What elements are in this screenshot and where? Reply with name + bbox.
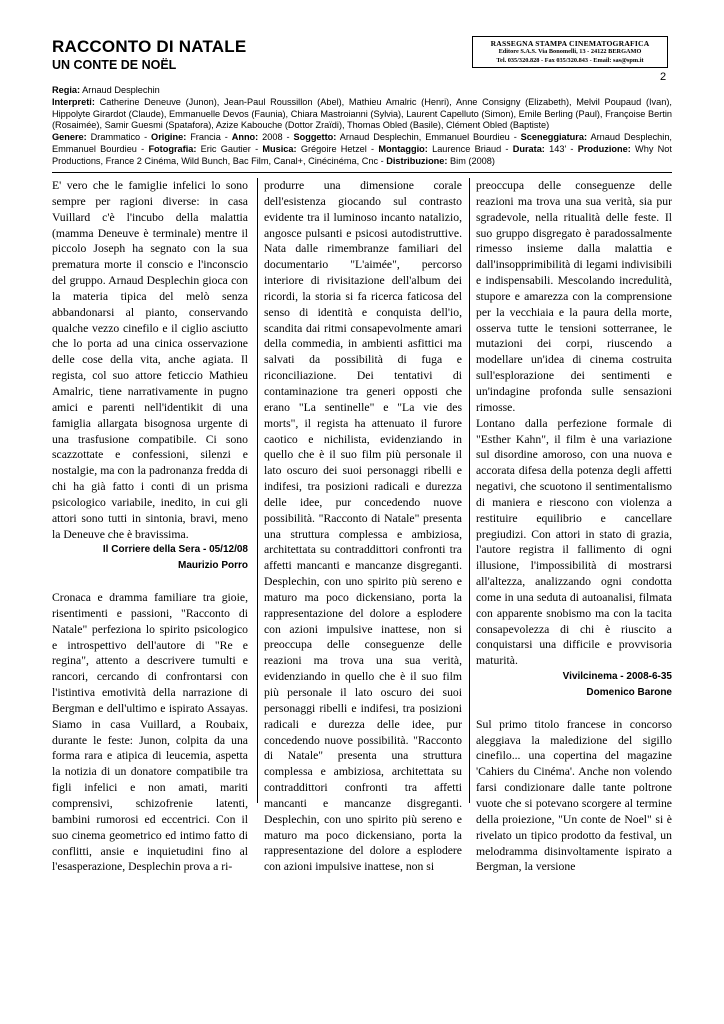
review-vivilcinema-source: Vivilcinema - 2008-6-35 <box>562 671 672 683</box>
label-origine: Origine: <box>151 132 187 143</box>
stamp-line-publication: RASSEGNA STAMPA CINEMATOGRAFICA <box>490 39 650 48</box>
review-second-text: Cronaca e dramma familiare tra gioie, risentimenti e passioni, "Racconto di Natale" perfeziona lo spirito psicologico e introspettivo dell'autore di "Re e regina", attento a descrivere tumulti e rancori, cercando di confrontarsi con l'istintiva emotività della narrazione di Bergman e dell'ultimo e ispirato Assayas. Siamo in casa Vuillard, a Roubaix, durante le feste: Junon, colpita da una forma rara e atipica di leucemia, aspetta la notizia di un donatore compatibile tra figli infelici e non amati, mariti comprensivi, schizofrenie latenti, bambini rumorosi ed eccentrici. Con il suo cinema geometrico ed intimo fatto di conflitti, ansie e inquietudini fino al l'esasperazione, Desplechin prova a ri- <box>52 591 248 874</box>
review-corriere-source: Il Corriere della Sera - 05/12/08 <box>102 544 248 556</box>
label-soggetto: Soggetto: <box>293 132 337 143</box>
column-divider-1 <box>257 178 258 803</box>
credits-interpreti <box>52 97 672 132</box>
label-montaggio: Montaggio: <box>378 143 428 154</box>
label-produzione: Produzione: <box>577 143 631 154</box>
value-montaggio: Laurence Briaud <box>432 143 502 154</box>
column-middle <box>264 178 462 875</box>
value-produzione: Why Not Productions, France 2 Cinéma, Wild Bunch, Bac Film, Canal+, Cinécinéma, Cnc <box>52 143 672 166</box>
review-vivilcinema-author: Domenico Barone <box>586 686 672 698</box>
value-distribuzione: Bim (2008) <box>450 155 495 166</box>
page-number: 2 <box>660 71 667 83</box>
label-distribuzione: Distribuzione: <box>386 155 448 166</box>
label-fotografia: Fotografia: <box>148 143 197 154</box>
value-sceneggiatura: Arnaud Desplechin, Emmanuel Bourdieu <box>52 132 672 154</box>
stamp-line-address: Editore S.A.S. Via Bonomelli, 13 - 24122 BERGAMO <box>498 48 642 55</box>
credits-details: Genere: Drammatico - Origine: Francia - Anno: 2008 - Soggetto: Arnaud Desplechin, Emmanuel Bourdieu - Sceneggiatura: Arnaud Desplechin, Emmanuel Bourdieu - Fotografia: Eric Gautier - Musica: Grégoire Hetzel - Montaggio: Laurence Briaud - Durata: 143' - Produzione: Why Not Productions, France 2 Cinéma, Wild Bunch, Bac Film, Canal+, Cinécinéma, Cnc - Distribuzione: Bim (2008) <box>52 132 672 166</box>
label-anno: Anno: <box>231 132 259 143</box>
publisher-stamp <box>472 36 668 68</box>
film-credits <box>52 85 672 168</box>
value-musica: Grégoire Hetzel <box>300 143 367 154</box>
value-interpreti: Catherine Deneuve (Junon), Jean-Paul Roussillon (Abel), Mathieu Amalric (Henri), Anne Consigny (Elizabeth), Melvil Poupaud (Ivan), Hippolyte Girardot (Claude), Emmanuelle Devos (Faunia), Chiara Mastroianni (Sylvia), Laurent Capelluto (Simon), Emile Berling (Paul), Françoise Bertin (Rosaimée), Samir Guesmi (Spatafora), Azize Kabouche (Dottor Zraïdi), Thomas Obled (Basile), Clément Obled (Baptiste) <box>52 96 672 131</box>
review-spacer <box>52 574 248 590</box>
value-soggetto: Arnaud Desplechin, Emmanuel Bourdieu <box>339 132 510 143</box>
review-second-end-paragraph: Lontano dalla perfezione formale di "Esther Kahn", il film è una variazione sul disordine amoroso, con una nuova e accorata difesa della potenza degli affetti negativi, che scuotono il sentimentalismo di maniera e riescono con violenza a restituire equilibrio e cancellare pregiudizi. Con attori in stato di grazia, l'autore registra il fallimento di ogni illusione, l'impossibilità di mostrarsi all'altezza, analizzando ogni condotta come in una seduta di autoanalisi, filmata con apparente snobismo ma con la tacita consapevolezza di chi è riuscito a conquistarsi una difficile e provvisoria maturità. <box>476 416 672 668</box>
value-origine: Francia <box>190 132 221 143</box>
label-sceneggiatura: Sceneggiatura: <box>520 132 588 143</box>
review-second-continued: produrre una dimensione corale dell'esistenza giocando sul contrasto evidente tra il luminoso incanto natalizio, angosce pulsanti e psicosi autodistruttive. Nata dalle rimembranze familiari del documentario "L'aimée", percorso interiore di rivisitazione dell'album dei ricordi, la storia si fa ricerca faticosa del senso di identità e conquista dell'io, scandita dai ritmi consapevolmente amari della commedia, in ambienti asfittici ma salvati da possibilità di fuga e riconciliazione. Dei tentativi di contaminazione tra generi opposti che erano "La sentinelle" e "La vie des morts", il regista ha attenuato il furore caotico e nichilista, evidenziando in quello che è il suo film più personale il lato oscuro dei suoi personaggi ribelli e indifesi, tra posizioni radicali e durezza delle idee, pur concedendo nuove possibilità. "Racconto di Natale" presenta una struttura complessa e ambiziosa, architettata su contraddittori confronti tra affetti mancanti e mancanze disgreganti. Desplechin, con uno spirito più sereno e maturo ma poco dickensiano, porta la rappresentazione del dolore a esplodere con azioni impulsive inattese, non si preoccupa delle conseguenze delle reazioni ma trova una sua verità, evidenziando in quello che è il suo film più personale il lato oscuro dei suoi personaggi ribelli e indifesi, tra posizioni radicali e durezza delle idee, pur concedendo nuove possibilità. "Racconto di Natale" presenta una struttura complessa e ambiziosa, architettata su contraddittori confronti tra affetti mancanti e mancanze disgreganti. Desplechin, con uno spirito più sereno e maturo ma poco dickensiano, porta la rappresentazione del dolore a esplodere con azioni impulsive inattese, non si <box>264 179 462 874</box>
credits-regia <box>52 85 672 97</box>
page-title: RACCONTO DI NATALE <box>52 37 247 56</box>
column-divider-2 <box>469 178 470 803</box>
column-right <box>476 178 672 875</box>
label-regia: Regia: <box>52 85 81 95</box>
value-anno: 2008 <box>262 132 283 143</box>
review-corriere-author: Maurizio Porro <box>177 560 248 572</box>
page-subtitle: UN CONTE DE NOËL <box>52 58 177 72</box>
review-spacer <box>476 701 672 717</box>
review-third-text: Sul primo titolo francese in concorso aleggiava la maledizione del sigillo cinefilo... una copertina del magazine 'Cahiers du Cinéma'. Anche non volendo farsi condizionare dalle tante poltrone vuote che si potevano scorgere al termine della proiezione, "Un conte de Noel" si è rivelato un tipico prodotto da festival, un melodramma disinvoltamente ispirato a Bergman, la versione <box>476 717 672 874</box>
value-fotografia: Eric Gautier <box>200 143 251 154</box>
label-musica: Musica: <box>262 143 297 154</box>
stamp-line-contacts: Tel. 035/320.828 - Fax 035/320.843 - Email: sas@spm.it <box>496 56 644 64</box>
label-durata: Durata: <box>512 143 545 154</box>
value-genere: Drammatico <box>90 132 141 143</box>
value-durata: 143' <box>549 143 567 154</box>
column-left <box>52 178 248 875</box>
value-regia: Arnaud Desplechin <box>82 85 160 95</box>
header-divider <box>52 172 672 173</box>
review-corriere-text: E' vero che le famiglie infelici lo sono sempre per ragioni diverse: in casa Vuillard c'è l'incubo della malattia (mamma Deneuve è terminale) mentre il piccolo Joseph ha segnato con la sua prematura morte il conscio e l'inconscio del gruppo. Arnaud Desplechin gioca con la materia tipica del melò senza abbandonarsi al pianto, conservando qualche vezzo cinefilo e il ciglio asciutto che lo porta ad una cinica osservazione delle cose della vita, anche agiata. Il regista, col suo attore feticcio Mathieu Amalric, tiene narrativamente in pugno amici e parenti nell'identikit di una famiglia allargata bisognosa urgente di una trasfusione compatibile. Ci sono scazzottate e confessioni, silenzi e nostalgie, ma con la padronanza fredda di chi ha già fatto i conti di un prisma psicologico variabile, inedito, in cui gli attori sono tutti in sintonia, bravi, meno la Deneuve che è bravissima. <box>52 179 248 541</box>
label-interpreti: Interpreti: <box>52 96 95 107</box>
label-genere: Genere: <box>52 132 87 143</box>
review-second-end: preoccupa delle conseguenze delle reazioni ma trova una sua verità, sia pur sgradevole, nella ritualità delle feste. Il suo gruppo disgregato è paradossalmente rimesso insieme dalla malattia e dall'insopprimibilità di legami indivisibili e indispensabili. Mescolando incredulità, stupore e amarezza con la comprensione per la vecchiaia e la paura della morte, osserva tutte le tensioni sotterranee, le mutazioni dei corpi, riuscendo a modellare un'idea di cinema costruita sull'esplorazione dei sentimenti e un'indagine profonda sulle sensazioni rimosse. <box>476 179 672 414</box>
